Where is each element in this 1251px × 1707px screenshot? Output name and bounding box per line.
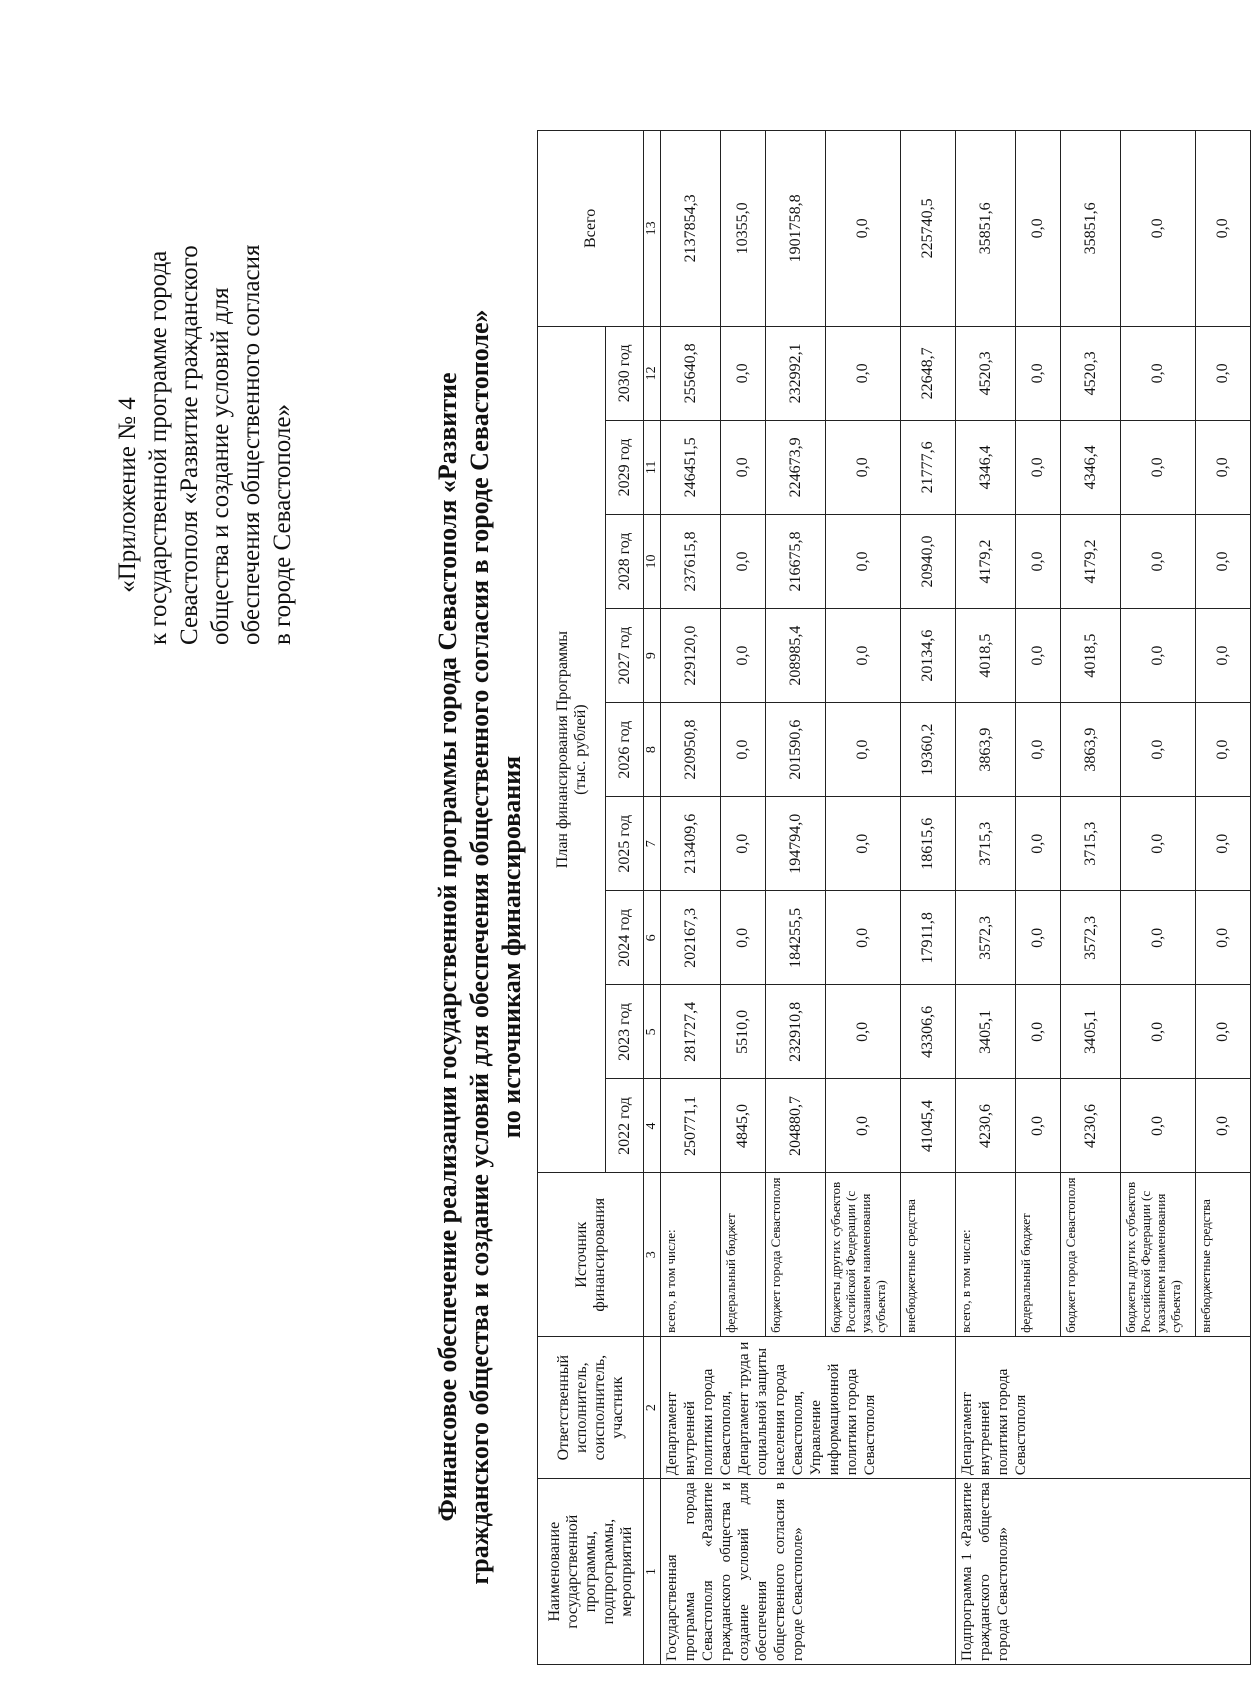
appendix-note: [112, 45, 298, 645]
column-index: 4: [644, 1079, 661, 1173]
year-value: 0,0: [1196, 514, 1251, 608]
column-index: 13: [644, 131, 661, 327]
year-value: 0,0: [826, 985, 901, 1079]
year-value: 3572,3: [956, 891, 1016, 985]
funding-source: бюджет города Севастополя: [766, 1173, 826, 1336]
column-index: 3: [644, 1173, 661, 1336]
year-value: 194794,0: [766, 797, 826, 891]
year-value: 4346,4: [1061, 420, 1121, 514]
appendix-text-line: в городе Севастополе»: [269, 404, 296, 645]
year-value: 3715,3: [1061, 797, 1121, 891]
header-year: 2028 год: [606, 514, 644, 608]
year-value: 0,0: [826, 891, 901, 985]
year-value: 20940,0: [901, 514, 956, 608]
header-plan: [538, 326, 606, 1173]
header-plan-title: План финансирования Программы: [553, 631, 571, 869]
year-value: 3863,9: [1061, 703, 1121, 797]
responsible-executor: Департамент внутренней политики города Севастополя, Департамент труда и социальной защиты населения города Севастополя, Управление информационной политики города Севастополя: [661, 1336, 956, 1478]
year-value: 20134,6: [901, 609, 956, 703]
total-value: 10355,0: [721, 131, 766, 327]
year-value: 5510,0: [721, 985, 766, 1079]
total-value: 225740,5: [901, 131, 956, 327]
year-value: 4346,4: [956, 420, 1016, 514]
funding-source: внебюджетные средства: [1196, 1173, 1251, 1336]
total-value: 0,0: [1016, 131, 1061, 327]
column-index: 12: [644, 326, 661, 420]
appendix-number: «Приложение № 4: [114, 397, 141, 593]
year-value: 246451,5: [661, 420, 721, 514]
year-value: 4520,3: [1061, 326, 1121, 420]
total-value: 0,0: [1196, 131, 1251, 327]
year-value: 0,0: [1121, 1079, 1196, 1173]
year-value: 17911,8: [901, 891, 956, 985]
column-index: 6: [644, 891, 661, 985]
year-value: 22648,7: [901, 326, 956, 420]
year-value: 0,0: [1196, 703, 1251, 797]
year-value: 0,0: [721, 420, 766, 514]
year-value: 0,0: [1016, 1079, 1061, 1173]
column-index: 1: [644, 1479, 661, 1665]
year-value: 0,0: [721, 326, 766, 420]
year-value: 0,0: [826, 326, 901, 420]
year-value: 3572,3: [1061, 891, 1121, 985]
year-value: 0,0: [1196, 1079, 1251, 1173]
header-total: Всего: [538, 131, 644, 327]
year-value: 0,0: [1016, 985, 1061, 1079]
column-index: 5: [644, 985, 661, 1079]
appendix-text-line: обеспечения общественного согласия: [238, 244, 265, 645]
year-value: 3405,1: [956, 985, 1016, 1079]
year-value: 0,0: [1196, 326, 1251, 420]
year-value: 0,0: [1196, 797, 1251, 891]
year-value: 237615,8: [661, 514, 721, 608]
appendix-text-line: Севастополя «Развитие гражданского: [176, 245, 203, 645]
year-value: 255640,8: [661, 326, 721, 420]
financing-table: [537, 130, 1251, 1665]
year-value: 224673,9: [766, 420, 826, 514]
year-value: 220950,8: [661, 703, 721, 797]
year-value: 0,0: [1016, 326, 1061, 420]
year-value: 0,0: [1121, 985, 1196, 1079]
title-line: по источникам финансирования: [497, 755, 526, 1139]
total-value: 0,0: [826, 131, 901, 327]
year-value: 208985,4: [766, 609, 826, 703]
year-value: 0,0: [721, 609, 766, 703]
year-value: 0,0: [1016, 514, 1061, 608]
year-value: 0,0: [1016, 797, 1061, 891]
header-plan-unit: (тыс. рублей): [571, 704, 589, 795]
year-value: 21777,6: [901, 420, 956, 514]
funding-source: всего, в том числе:: [956, 1173, 1016, 1336]
year-value: 0,0: [721, 514, 766, 608]
column-index-row: [644, 131, 661, 1665]
total-value: 2137854,3: [661, 131, 721, 327]
year-value: 213409,6: [661, 797, 721, 891]
year-value: 4018,5: [956, 609, 1016, 703]
year-value: 201590,6: [766, 703, 826, 797]
funding-source: федеральный бюджет: [721, 1173, 766, 1336]
year-value: 0,0: [721, 703, 766, 797]
total-value: 35851,6: [1061, 131, 1121, 327]
header-year: 2023 год: [606, 985, 644, 1079]
year-value: 281727,4: [661, 985, 721, 1079]
year-value: 229120,0: [661, 609, 721, 703]
year-value: 0,0: [1016, 891, 1061, 985]
table-row: [956, 131, 1016, 1665]
year-value: 0,0: [721, 797, 766, 891]
year-value: 0,0: [1121, 420, 1196, 514]
header-year: 2025 год: [606, 797, 644, 891]
year-value: 41045,4: [901, 1079, 956, 1173]
year-value: 0,0: [1196, 985, 1251, 1079]
column-index: 7: [644, 797, 661, 891]
year-value: 4179,2: [1061, 514, 1121, 608]
total-value: 35851,6: [956, 131, 1016, 327]
header-year: 2030 год: [606, 326, 644, 420]
year-value: 3405,1: [1061, 985, 1121, 1079]
funding-source: внебюджетные средства: [901, 1173, 956, 1336]
year-value: 0,0: [1016, 420, 1061, 514]
year-value: 19360,2: [901, 703, 956, 797]
year-value: 184255,5: [766, 891, 826, 985]
appendix-text-line: общества и создание условий для: [207, 287, 234, 645]
year-value: 232992,1: [766, 326, 826, 420]
appendix-text-line: к государственной программе города: [145, 250, 172, 645]
year-value: 0,0: [1196, 420, 1251, 514]
header-year: 2026 год: [606, 703, 644, 797]
year-value: 0,0: [1121, 326, 1196, 420]
year-value: 216675,8: [766, 514, 826, 608]
header-year: 2022 год: [606, 1079, 644, 1173]
year-value: 0,0: [721, 891, 766, 985]
header-year: 2029 год: [606, 420, 644, 514]
year-value: 204880,7: [766, 1079, 826, 1173]
column-index: 9: [644, 609, 661, 703]
header-name: Наименование государственной программы, подпрограммы, мероприятий: [538, 1479, 644, 1665]
document-title: [432, 247, 528, 1647]
funding-source: бюджеты других субъектов Российской Федерации (с указанием наименования субъекта): [1121, 1173, 1196, 1336]
header-responsible: Ответственный исполнитель, соисполнитель, участник: [538, 1336, 644, 1478]
total-value: 1901758,8: [766, 131, 826, 327]
year-value: 43306,6: [901, 985, 956, 1079]
year-value: 4520,3: [956, 326, 1016, 420]
funding-source: бюджеты других субъектов Российской Федерации (с указанием наименования субъекта): [826, 1173, 901, 1336]
year-value: 250771,1: [661, 1079, 721, 1173]
year-value: 0,0: [1121, 703, 1196, 797]
header-year: 2027 год: [606, 609, 644, 703]
year-value: 18615,6: [901, 797, 956, 891]
funding-source: федеральный бюджет: [1016, 1173, 1061, 1336]
year-value: 0,0: [826, 514, 901, 608]
year-value: 4018,5: [1061, 609, 1121, 703]
year-value: 0,0: [1196, 891, 1251, 985]
year-value: 0,0: [826, 1079, 901, 1173]
year-value: 0,0: [1121, 797, 1196, 891]
year-value: 4179,2: [956, 514, 1016, 608]
year-value: 0,0: [1016, 703, 1061, 797]
title-line: гражданского общества и создание условий для обеспечения общественного согласия в городе Севастополе»: [465, 309, 494, 1585]
year-value: 0,0: [1016, 609, 1061, 703]
year-value: 0,0: [826, 420, 901, 514]
year-value: 4845,0: [721, 1079, 766, 1173]
year-value: 202167,3: [661, 891, 721, 985]
year-value: 0,0: [1121, 891, 1196, 985]
column-index: 11: [644, 420, 661, 514]
column-index: 10: [644, 514, 661, 608]
column-index: 2: [644, 1336, 661, 1478]
funding-source: всего, в том числе:: [661, 1173, 721, 1336]
funding-source: бюджет города Севастополя: [1061, 1173, 1121, 1336]
year-value: 0,0: [1121, 514, 1196, 608]
table-row: [661, 131, 721, 1665]
year-value: 0,0: [1196, 609, 1251, 703]
year-value: 4230,6: [956, 1079, 1016, 1173]
title-line: Финансовое обеспечение реализации государственной программы города Севастополя «Развитие: [433, 372, 462, 1522]
program-name: Государственная программа города Севастополя «Развитие гражданского общества и создание условий для обеспечения общественного согласия в городе Севастополе»: [661, 1479, 956, 1665]
responsible-executor: Департамент внутренней политики города Севастополя: [956, 1336, 1251, 1478]
year-value: 4230,6: [1061, 1079, 1121, 1173]
year-value: 0,0: [826, 797, 901, 891]
total-value: 0,0: [1121, 131, 1196, 327]
year-value: 0,0: [826, 703, 901, 797]
header-year: 2024 год: [606, 891, 644, 985]
year-value: 3863,9: [956, 703, 1016, 797]
year-value: 0,0: [826, 609, 901, 703]
program-name: Подпрограмма 1 «Развитие гражданского общества города Севастополя»: [956, 1479, 1251, 1665]
year-value: 3715,3: [956, 797, 1016, 891]
header-source: Источник финансирования: [538, 1173, 644, 1336]
year-value: 232910,8: [766, 985, 826, 1079]
year-value: 0,0: [1121, 609, 1196, 703]
column-index: 8: [644, 703, 661, 797]
